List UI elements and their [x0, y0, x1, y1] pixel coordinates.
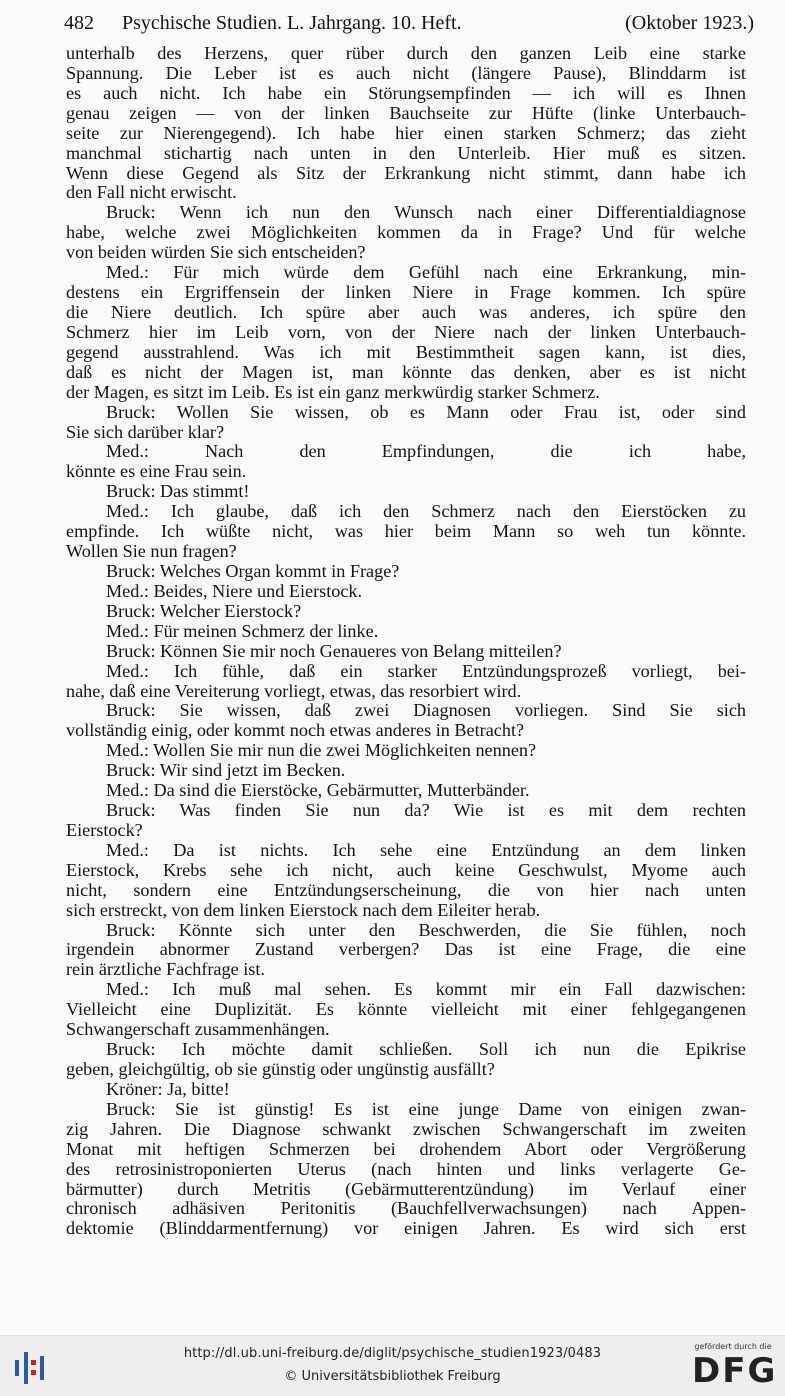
text-line: Med.: Ich glaube, daß ich den Schmerz nach den Eierstöcken zu	[106, 502, 746, 522]
text-line: zig Jahren. Die Diagnose schwankt zwischen Schwangerschaft im zweiten	[66, 1119, 746, 1139]
text-line: Med.: Da ist nichts. Ich sehe eine Entzündung an dem linken	[106, 840, 746, 860]
text-line: daß es nicht der Magen ist, man könnte das denken, aber es ist nicht	[66, 362, 746, 382]
text-line: manchmal stichartig nach unten in den Unterleib. Hier muß es sitzen.	[66, 143, 746, 163]
text-line: Med.: Für mich würde dem Gefühl nach eine Erkrankung, min-	[106, 263, 746, 283]
text-line: genau zeigen — von der linken Bauchseite zur Hüfte (linke Unterbauch-	[66, 103, 746, 123]
text-line: Med.: Beides, Niere und Eierstock.	[106, 581, 363, 601]
text-line: Bruck: Wollen Sie wissen, ob es Mann oder Frau ist, oder sind	[106, 402, 746, 422]
text-line: Eierstock?	[66, 820, 143, 840]
text-line: Vielleicht eine Duplizität. Es könnte vielleicht mit einer fehlgegangenen	[66, 1000, 746, 1020]
text-line: Bruck: Könnte sich unter den Beschwerden, die Sie fühlen, noch	[106, 920, 746, 940]
text-line: Med.: Da sind die Eierstöcke, Gebärmutter, Mutterbänder.	[106, 781, 530, 801]
viewer-footer	[0, 1335, 785, 1396]
dfg-logo-icon[interactable]	[690, 1342, 776, 1392]
text-line: Monat mit heftigen Schmerzen bei drohendem Abort oder Vergrößerung	[66, 1139, 746, 1159]
text-line: Med.: Wollen Sie mir nun die zwei Möglichkeiten nennen?	[106, 741, 537, 761]
page-number: 482	[64, 12, 94, 34]
text-line: Med.: Nach den Empfindungen, die ich habe,	[106, 442, 746, 462]
text-line: Bruck: Was finden Sie nun da? Wie ist es mit dem rechten	[106, 801, 746, 821]
sponsor-note: gefördert durch die	[694, 1342, 772, 1351]
issue-date: (Oktober 1923.)	[625, 12, 754, 34]
text-line: Kröner: Ja, bitte!	[106, 1079, 230, 1099]
text-line: destens ein Ergriffensein der linken Niere in Frage kommen. Ich spüre	[66, 283, 746, 303]
text-line: Eierstock, Krebs sehe ich nicht, auch keine Geschwulst, Myome auch	[66, 860, 746, 880]
text-line: unterhalb des Herzens, quer rüber durch den ganzen Leib eine starke	[66, 44, 746, 63]
text-line: Wollen Sie nun fragen?	[66, 542, 237, 562]
text-line: Spannung. Die Leber ist es auch nicht (längere Pause), Blinddarm ist	[66, 63, 746, 83]
text-line: des retrosinistroponierten Uterus (nach hinten und links verlagerte Ge-	[66, 1159, 746, 1179]
text-line: Med.: Für meinen Schmerz der linke.	[106, 621, 379, 641]
text-line: Schwangerschaft zusammenhängen.	[66, 1020, 330, 1040]
text-line: Bruck: Können Sie mir noch Genaueres von Belang mitteilen?	[106, 641, 562, 661]
text-line: sich erstreckt, von dem linken Eierstock nach dem Eileiter herab.	[66, 900, 541, 920]
text-line: bärmutter) durch Metritis (Gebärmutterentzündung) im Verlauf einer	[66, 1179, 746, 1199]
running-header	[64, 10, 754, 36]
text-line: nahe, daß eine Vereiterung vorliegt, etwas, das resorbiert wird.	[66, 681, 522, 701]
text-line: Bruck: Das stimmt!	[106, 482, 250, 502]
text-line: gegend ausstrahlend. Was ich mit Bestimmtheit sagen kann, ist dies,	[66, 342, 746, 362]
journal-title: Psychische Studien. L. Jahrgang. 10. Heft.	[122, 12, 462, 34]
text-line: Med.: Ich muß mal sehen. Es kommt mir ein Fall dazwischen:	[106, 980, 746, 1000]
text-line: die Niere deutlich. Ich spüre aber auch was anderes, ich spüre den	[66, 302, 746, 322]
text-line: rein ärztliche Fachfrage ist.	[66, 960, 265, 980]
text-line: Bruck: Welcher Eierstock?	[106, 601, 302, 621]
text-line: von beiden würden Sie sich entscheiden?	[66, 243, 366, 263]
text-line: seite zur Nierengegend). Ich habe hier einen starken Schmerz; das zieht	[66, 123, 746, 143]
text-line: nicht, sondern eine Entzündungserscheinung, die von hier nach unten	[66, 880, 746, 900]
dfg-mark: DFG	[692, 1351, 778, 1391]
text-line: dektomie (Blinddarmentfernung) vor einigen Jahren. Es wird sich erst	[66, 1219, 746, 1239]
text-line: habe, welche zwei Möglichkeiten kommen da in Frage? Und für welche	[66, 223, 746, 243]
text-line: vollständig einig, oder kommt noch etwas anderes in Betracht?	[66, 721, 525, 741]
text-line: empfinde. Ich wüßte nicht, was hier beim Mann so weh tun könnte.	[66, 522, 746, 542]
text-line: Bruck: Ich möchte damit schließen. Soll ich nun die Epikrise	[106, 1040, 746, 1060]
text-line: geben, gleichgültig, ob sie günstig oder ungünstig ausfällt?	[66, 1060, 495, 1080]
text-line: Sie sich darüber klar?	[66, 422, 225, 442]
copyright-notice: © Universitätsbibliothek Freiburg	[284, 1369, 501, 1384]
permalink[interactable]: http://dl.ub.uni-freiburg.de/diglit/psychische_studien1923/0483	[183, 1346, 602, 1361]
text-line: den Fall nicht erwischt.	[66, 183, 237, 203]
text-line: Med.: Ich fühle, daß ein starker Entzündungsprozeß vorliegt, bei-	[106, 661, 746, 681]
text-line: Bruck: Wir sind jetzt im Becken.	[106, 761, 346, 781]
text-line: Bruck: Wenn ich nun den Wunsch nach einer Differentialdiagnose	[106, 203, 746, 223]
text-line: der Magen, es sitzt im Leib. Es ist ein ganz merkwürdig starker Schmerz.	[66, 382, 600, 402]
text-line: Bruck: Sie wissen, daß zwei Diagnosen vorliegen. Sind Sie sich	[106, 701, 746, 721]
text-line: Bruck: Sie ist günstig! Es ist eine junge Dame von einigen zwan-	[106, 1099, 746, 1119]
body-text	[66, 44, 746, 1239]
text-line: Bruck: Welches Organ kommt in Frage?	[106, 561, 400, 581]
text-line: Wenn diese Gegend als Sitz der Erkrankung nicht stimmt, dann habe ich	[66, 163, 746, 183]
text-line: es auch nicht. Ich habe ein Störungsempfinden — ich will es Ihnen	[66, 83, 746, 103]
text-line: Schmerz hier im Leib vorn, von der Niere nach der linken Unterbauch-	[66, 322, 746, 342]
text-line: chronisch adhäsiven Peritonitis (Bauchfellverwachsungen) nach Appen-	[66, 1199, 746, 1219]
text-line: könnte es eine Frau sein.	[66, 462, 247, 482]
text-line: irgendein abnormer Zustand verbergen? Das ist eine Frage, die eine	[66, 940, 746, 960]
